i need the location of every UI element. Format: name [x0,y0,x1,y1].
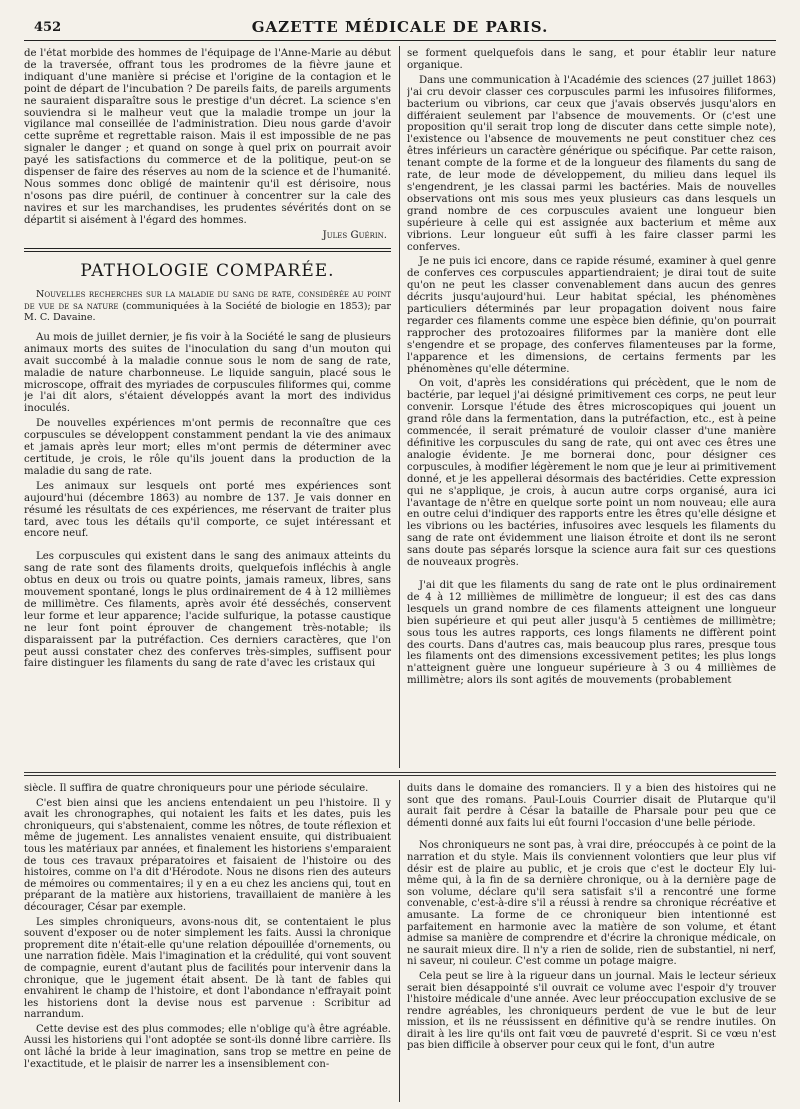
body-paragraph: se forment quelquefois dans le sang, et pour établir leur nature organique. [407,48,776,71]
column-bottom-right [407,783,776,1101]
body-paragraph: siècle. Il suffira de quatre chroniqueurs pour une période séculaire. [24,783,369,794]
journal-title: GAZETTE MÉDICALE DE PARIS. [251,18,549,36]
paragraph-gap [407,832,776,840]
body-paragraph: De nouvelles expériences m'ont permis de reconnaître que ces corpuscules se développent constamment pendant la vie des animaux et jamais après leur mort; elles m'ont permis de déterminer avec certitude, je crois, le rôle qu'ils jouent dans la production de la maladie du sang de rate. [24,418,391,477]
body-paragraph: duits dans le domaine des romanciers. Il y a bien des histoires qui ne sont que des romans. Paul-Louis Courrier disait de Plutarque qu'il aurait fait perdre à César la bataille de Pharsale pour peu que ce démenti donné aux faits lui eût fourni l'occasion d'une belle période. [407,783,776,829]
body-paragraph: On voit, d'après les considérations qui précèdent, que le nom de bactérie, par lequel j'ai désigné primitivement ces corps, ne peut leur convenir. Lorsque l'étude des êtres microscopiques qui jouent un grand rôle dans la fermentation, dans la putréfaction, etc., est à peine commencée, il serait prématuré de vouloir classer d'une manière définitive les corpuscules du sang de rate, qui ont avec ces êtres une analogie évidente. Je me bornerai donc, pour désigner ces corpuscules, à modifier légèrement le nom que je leur ai primitivement donné, et je les appellerai désormais des bactéridies. Cette expression qui ne s'applique, je crois, à aucun autre corps organisé, aura ici l'avantage de n'être en quelque sorte point un nom nouveau; elle aura en outre celui d'indiquer des rapports entre les êtres qu'elle désigne et les vibrions ou les bactéries, infusoires avec lesquels les filaments du sang de rate ont évidemment une liaison étroite et dont ils ne seront sans doute pas séparés lorsque la science aura fait sur ces questions de nouveaux progrès. [407,378,776,569]
body-paragraph: Cela peut se lire à la rigueur dans un journal. Mais le lecteur sérieux serait bien désappointé s'il ouvrait ce volume avec l'espoir d'y trouver l'histoire médicale d'une année. Avec leur préoccupation exclusive de se rendre agréables, les chroniqueurs perdent de vue le but de leur mission, et ils ne réussissent en définitive qu'à se rendre inutiles. On dirait à les lire qu'ils ont fait vœu de pauvreté d'esprit. Si ce vœu n'est pas bien difficile à observer pour ceux qui le font, d'un autre [407,970,776,1052]
body-paragraph: Dans une communication à l'Académie des sciences (27 juillet 1863) j'ai cru devoir classer ces corpuscules parmi les infusoires filiformes, bacterium ou vibrions, car ceux que j'avais observés jusqu'alors en différaient seulement par l'absence de mouvements. Or (c'est une proposition qu'il serait trop long de discuter dans cette simple note), l'existence ou l'absence de mouvements ne peut constituer chez ces êtres inférieurs un caractère générique ou spécifique. Par cette raison, tenant compte de la forme et de la longueur des filaments du sang de rate, de leur mode de développement, du milieu dans lequel ils s'engendrent, je les classai parmi les bactéries. Mais de nouvelles observations ont mis sous mes yeux plusieurs cas dans lesquels un grand nombre de ces corpuscules avaient une longueur bien supérieure à celle qui est assignée aux bacterium et même aux vibrions. Leur longueur eût suffi à les faire classer parmi les conferves. [407,74,776,253]
section-rule [24,248,391,252]
column-top-left [24,48,391,766]
page-number: 452 [34,20,62,35]
body-paragraph: C'est bien ainsi que les anciens entendaient un peu l'histoire. Il y avait les chronographes, qui notaient les faits et les dates, puis les chroniqueurs, qui s'abstenaient, comme les nôtres, de toute réflexion et même de jugement. Les annalistes venaient ensuite, qui distribuaient tous les matériaux par années, et finalement les historiens s'emparaient de tous ces travaux préparatoires et faisaient de l'histoire ou des histoires, comme on l'a dit d'Hérodote. Nous ne disons rien des auteurs de mémoires ou commentaires; il y en a eu chez les anciens qui, tout en préparant de la matière aux historiens, travaillaient de manière à les décourager, César par exemple. [24,797,391,913]
feuilleton-divider [24,772,776,773]
subtitle-rest: (communiquées à la Société de biologie en 1853); par M. C. Davaine. [24,300,391,324]
paragraph-gap [24,543,391,551]
body-paragraph: Les corpuscules qui existent dans le sang des animaux atteints du sang de rate sont des filaments droits, quelquefois infléchis à angle obtus en deux ou trois ou quatre points, jamais rameux, libres, sans mouvement spontané, longs le plus ordinairement de 4 à 12 millièmes de millimètre. Ces filaments, après avoir été desséchés, conservent leur forme et leur apparence; l'acide sulfurique, la potasse caustique ne leur font point éprouver de changement très-notable; ils disparaissent par la putréfaction. Ces derniers caractères, que l'on peut aussi constater chez des conferves très-simples, suffisent pour faire distinguer les filaments du sang de rate d'avec les cristaux qui [24,551,391,670]
column-divider-top [399,46,400,768]
section-title: PATHOLOGIE COMPARÉE. [80,260,335,281]
body-paragraph: Nos chroniqueurs ne sont pas, à vrai dire, préoccupés à ce point de la narration et du style. Mais ils conviennent volontiers que leur plus vif désir est de plaire au public, et je crois que c'est le docteur Ely lui-même qui, à la fin de sa dernière chronique, ou à la dernière page de son volume, déclare qu'il sera satisfait s'il a rencontré une forme convenable, c'est-à-dire s'il a réussi à rendre sa chronique récréative et amusante. La forme de ce chroniqueur bien intentionné est parfaitement en harmonie avec la matière de son volume, et étant admise sa manière de comprendre et d'écrire la chronique médicale, on ne saurait mieux dire. Il n'y a rien de solide, rien de substantiel, ni nerf, ni saveur, ni couleur. C'est comme un potage maigre. [407,840,776,968]
body-paragraph: Au mois de juillet dernier, je fis voir à la Société le sang de plusieurs animaux morts des suites de l'inoculation du sang d'un mouton qui avait succombé à la maladie connue sous le nom de sang de rate, maladie de nature charbonneuse. Le liquide sanguin, placé sous le microscope, offrait des myriades de corpuscules filiformes qui, comme je l'ai dit alors, s'étaient développés avant la mort des individus inoculés. [24,331,391,415]
subtitle-smallcaps: Nouvelles recherches sur la maladie du sang de rate, considérée au point de vue de sa nature [24,289,391,312]
column-bottom-left [24,783,391,1101]
body-paragraph: Je ne puis ici encore, dans ce rapide résumé, examiner à quel genre de conferves ces corpuscules appartiendraient; je dirai tout de suite qu'on ne peut les classer convenablement dans aucun des genres décrits jusqu'aujourd'hui. Leur habitat spécial, les phénomènes particuliers déterminés par leur propagation doivent nous faire regarder ces filaments comme une espèce bien définie, qu'on pourrait rapprocher des protozoaires filiformes par la manière dont elle s'engendre et se propage, des conferves filamenteuses par la forme, l'apparence et les dimensions, de certains ferments par les phénomènes qu'elle détermine. [407,256,776,375]
body-paragraph: Cette devise est des plus commodes; elle n'oblige qu'à être agréable. Aussi les historiens qui l'ont adoptée se sont-ils donné libre carrière. Ils ont lâché la bride à leur imagination, sans trop se mettre en peine de l'exactitude, et le plaisir de narrer les a insensiblement con- [24,1023,391,1070]
column-divider-bottom [399,780,400,1102]
intro-paragraph: de l'état morbide des hommes de l'équipage de l'Anne-Marie au début de la traversée, offrant tous les prodromes de la fièvre jaune et indiquant d'une manière si précise et l'origine de la contagion et le point de départ de l'incubation ? De pareils faits, de pareils arguments ne sauraient disparaître sous le prestige d'un décret. La science s'en souviendra si le malheur veut que la maladie trompe un jour la vigilance mal conseillée de l'administration. Dieu nous garde d'avoir cette suprême et regrettable raison. Mais il est impossible de ne pas signaler le danger ; et quand on songe à quel prix on pourrait avoir payé les satisfactions du commerce et de la politique, peut-on se dispenser de faire des réserves au nom de la science et de l'humanité. Nous sommes donc obligé de maintenir qu'il est dérisoire, nous n'osons pas dire puéril, de continuer à concentrer sur la cale des navires et sur les marchandises, les prudentes sévérités dont on se départit si aisément à l'égard des hommes. [24,48,391,226]
author-signature: Jules Guérin. [322,229,387,241]
article-subtitle [24,289,391,324]
paragraph-gap [407,572,776,580]
column-top-right [407,48,776,766]
body-paragraph: J'ai dit que les filaments du sang de rate ont le plus ordinairement de 4 à 12 millièmes de millimètre de longueur; il est des cas dans lesquels un grand nombre de ces filaments atteignent une longueur bien supérieure et qui peut aller jusqu'à 5 centièmes de millimètre; sous tous les autres rapports, ces longs filaments ne diffèrent point des courts. Dans d'autres cas, mais beaucoup plus rares, presque tous les filaments ont des dimensions excessivement petites; les plus longs n'atteignent guère une longueur supérieure à 3 ou 4 millièmes de millimètre; alors ils sont agités de mouvements (probablement [407,579,776,687]
feuilleton-divider-second [24,775,776,776]
body-paragraph: Les simples chroniqueurs, avons-nous dit, se contentaient le plus souvent d'exposer ou de noter simplement les faits. Aussi la chronique proprement dite n'était-elle qu'une relation dépouillée d'ornements, ou une narration fidèle. Mais l'imagination et la crédulité, qui vont souvent de compagnie, eurent d'autant plus de facilités pour intervenir dans la chronique, que le jugement était absent. De là tant de fables qui envahirent le champ de l'histoire, et dont l'abondance n'effrayait point les historiens dont la devise nous est parvenue : Scribitur ad narrandum. [24,916,391,1021]
body-paragraph: Les animaux sur lesquels ont porté mes expériences sont aujourd'hui (décembre 1863) au nombre de 137. Je vais donner en résumé les résultats de ces expériences, me réservant de traiter plus tard, avec tous les détails qu'il comporte, ce sujet intéressant et encore neuf. [24,480,391,540]
page-header [24,18,776,41]
